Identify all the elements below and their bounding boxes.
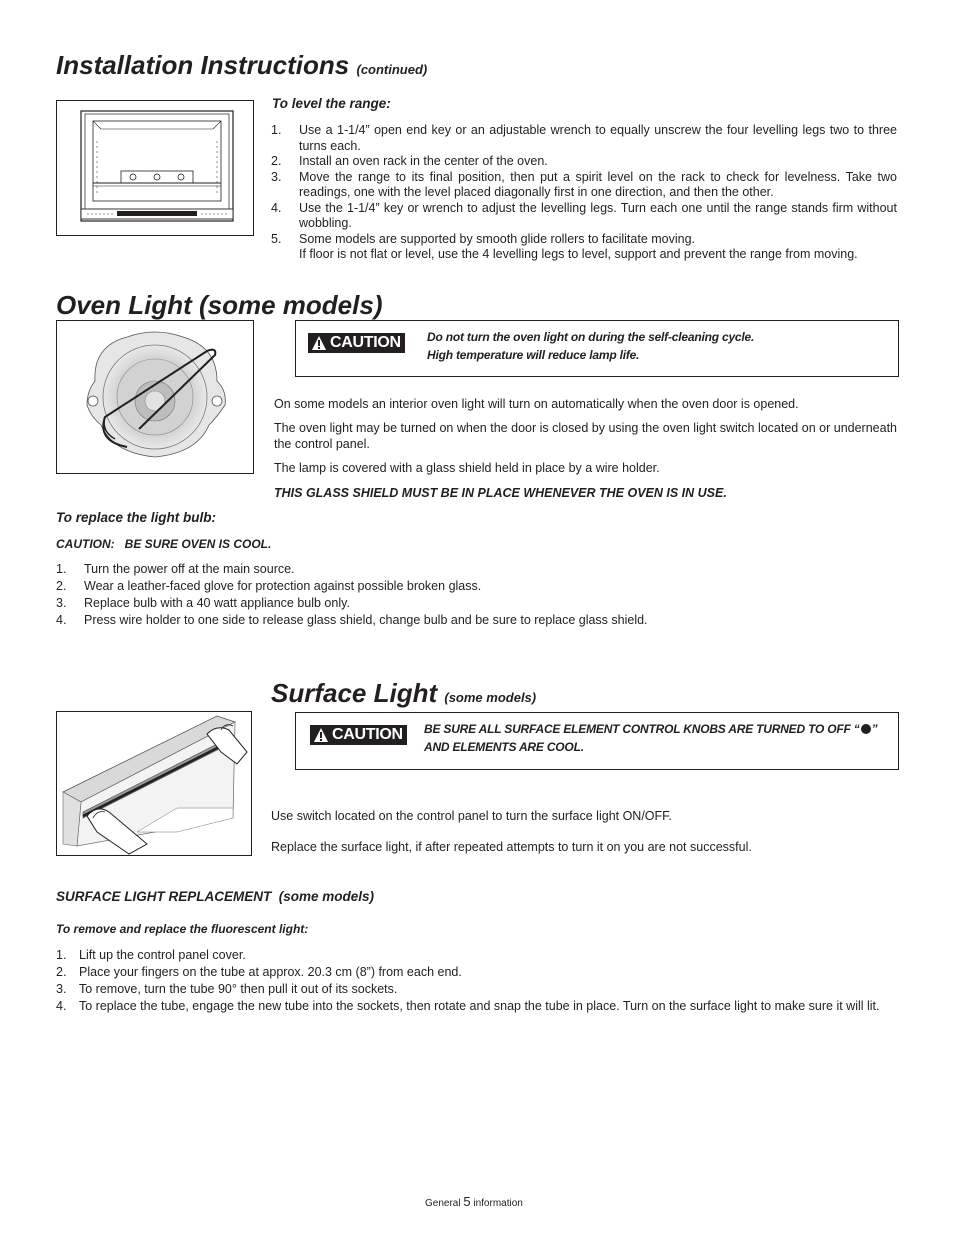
list-item [56, 562, 897, 578]
step-number: 2. [56, 579, 67, 593]
step-text: Move the range to its final position, then put a spirit level on the rack to check for levelness. Take two readings, one with the level placed diagonally first in one direction, and then the other. [299, 169, 897, 199]
list-item [56, 579, 897, 595]
footer-right: information [473, 1198, 523, 1209]
surface-light-title-suffix: (some models) [444, 690, 537, 705]
level-heading: To level the range: [272, 96, 391, 111]
list-item [56, 965, 884, 981]
surface-light-para-1: Use switch located on the control panel to turn the surface light ON/OFF. [271, 809, 672, 823]
replace-bulb-heading: To replace the light bulb: [56, 510, 217, 525]
step-number: 1. [56, 562, 67, 576]
caution-note [427, 328, 754, 364]
step-number: 1. [271, 123, 282, 137]
fluorescent-steps-list [56, 948, 884, 1015]
step-text: Turn the power off at the main source. [84, 562, 295, 576]
list-item [56, 999, 884, 1015]
surface-light-title-text: Surface Light [271, 678, 438, 708]
caution-line-1-text: BE SURE ALL SURFACE ELEMENT CONTROL KNOBS ARE TURNED TO OFF “ [424, 722, 860, 736]
surface-light-title [271, 678, 536, 713]
glass-shield-warning: THIS GLASS SHIELD MUST BE IN PLACE WHENEVER THE OVEN IS IN USE. [274, 486, 727, 500]
step-number: 3. [271, 169, 282, 184]
list-item [271, 123, 897, 154]
off-dot-icon [861, 724, 871, 734]
oven-light-drawing [57, 321, 253, 473]
caution-label: CAUTION [330, 334, 401, 351]
step-number: 5. [271, 231, 282, 246]
step-text: To replace the tube, engage the new tube into the sockets, then rotate and snap the tube in place. Turn on the surface light to make sure it will lit. [79, 999, 880, 1013]
oven-light-illustration [56, 320, 254, 474]
list-item [56, 596, 897, 612]
fluorescent-heading: To remove and replace the fluorescent light: [56, 922, 309, 936]
page-number: 5 [463, 1194, 471, 1209]
step-text: Replace bulb with a 40 watt appliance bulb only. [84, 596, 350, 610]
oven-light-caution-box [295, 320, 899, 377]
footer-left: General [425, 1198, 461, 1209]
step-text: Use a 1-1/4” open end key or an adjustable wrench to equally unscrew the four levelling legs two to three turns each. [299, 123, 897, 153]
installation-title: Installation Instructions [56, 50, 350, 80]
surface-light-drawing [57, 712, 251, 855]
replace-bulb-caution: CAUTION: BE SURE OVEN IS COOL. [56, 537, 272, 551]
step-number: 2. [56, 965, 67, 979]
caution-line-1 [424, 720, 877, 738]
step-text: Place your fingers on the tube at approx. 20.3 cm (8”) from each end. [79, 965, 462, 979]
step-number: 4. [56, 613, 67, 627]
warning-triangle-icon [313, 727, 329, 743]
caution-badge [310, 725, 407, 745]
list-item [271, 232, 897, 263]
step-number: 3. [56, 596, 67, 610]
page-title [56, 50, 427, 85]
list-item [271, 154, 897, 170]
step-text: Wear a leather-faced glove for protection against possible broken glass. [84, 579, 482, 593]
caution-label: CAUTION [332, 726, 403, 743]
list-item [56, 613, 897, 629]
surface-light-caution-box [295, 712, 899, 770]
caution-line-1-close: ” [871, 722, 878, 736]
step-text: Use the 1-1/4” key or wrench to adjust the levelling legs. Turn each one until the range stands firm without wobbling. [299, 200, 897, 230]
step-text: Some models are supported by smooth glide rollers to facilitate moving. [299, 231, 696, 246]
list-item [56, 948, 884, 964]
oven-light-title: Oven Light (some models) [56, 290, 383, 320]
step-text: Lift up the control panel cover. [79, 948, 246, 962]
list-item [271, 170, 897, 201]
oven-interior-drawing [57, 101, 253, 235]
installation-title-suffix: (continued) [356, 62, 428, 77]
oven-light-para-2: The oven light may be turned on when the door is closed by using the oven light switch located on or underneath the control panel. [274, 421, 897, 451]
caution-line-2: High temperature will reduce lamp life. [427, 348, 640, 362]
level-steps-list [271, 123, 897, 263]
surface-light-para-2: Replace the surface light, if after repeated attempts to turn it on you are not successful. [271, 840, 752, 854]
step-text: To remove, turn the tube 90° then pull it out of its sockets. [79, 982, 398, 996]
step-number: 4. [271, 200, 282, 215]
step-number: 4. [56, 999, 67, 1013]
step-text: Install an oven rack in the center of the oven. [299, 154, 548, 168]
caution-badge [308, 333, 405, 353]
list-item [56, 982, 884, 998]
oven-light-para-3: The lamp is covered with a glass shield held in place by a wire holder. [274, 461, 660, 475]
step-number: 2. [271, 154, 282, 168]
surface-light-replacement-heading: SURFACE LIGHT REPLACEMENT (some models) [56, 889, 375, 904]
replace-bulb-steps-list [56, 562, 897, 629]
caution-line-1: Do not turn the oven light on during the self-cleaning cycle. [427, 330, 755, 344]
step-number: 1. [56, 948, 67, 962]
page-footer [425, 1194, 523, 1209]
step-number: 3. [56, 982, 67, 996]
list-item [271, 201, 897, 232]
oven-interior-illustration [56, 100, 254, 236]
step-text: Press wire holder to one side to release glass shield, change bulb and be sure to replace glass shield. [84, 613, 648, 627]
caution-note [424, 720, 877, 756]
oven-light-para-1: On some models an interior oven light will turn on automatically when the oven door is opened. [274, 397, 799, 411]
surface-light-illustration [56, 711, 252, 856]
warning-triangle-icon [311, 335, 327, 351]
caution-line-2: AND ELEMENTS ARE COOL. [424, 740, 584, 754]
step-text-extra: If floor is not flat or level, use the 4 levelling legs to level, support and prevent the range from moving. [299, 247, 858, 261]
